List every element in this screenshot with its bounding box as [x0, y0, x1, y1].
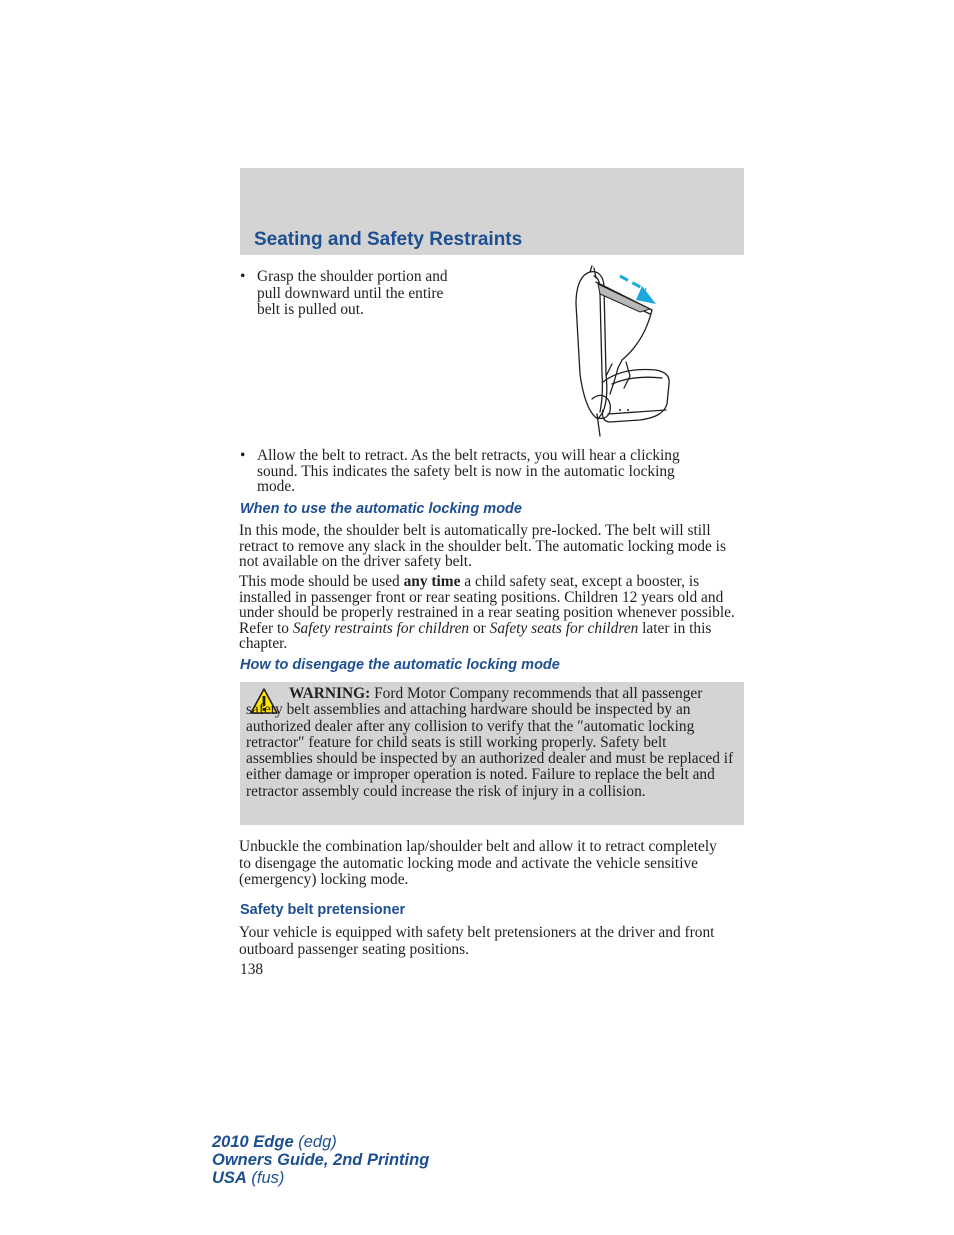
- footer-line-guide: Owners Guide, 2nd Printing: [212, 1151, 430, 1169]
- document-footer: [212, 1133, 429, 1187]
- text-run: This mode should be used: [239, 573, 404, 590]
- bullet-line: sound. This indicates the safety belt is now in the automatic locking: [257, 462, 675, 480]
- warning-box: [240, 682, 744, 825]
- bullet-line: mode.: [257, 478, 296, 495]
- reference-safety-seats-children: Safety seats for children: [489, 619, 639, 637]
- subheading-how-to-disengage: How to disengage the automatic locking mode: [240, 657, 560, 673]
- footer-model-code: (edg): [293, 1133, 337, 1151]
- bullet-line: belt is pulled out.: [257, 301, 364, 318]
- section-header-band: [240, 168, 744, 255]
- text-run: or: [469, 619, 490, 637]
- page-number: 138: [240, 961, 264, 978]
- footer-line-model: [212, 1133, 429, 1151]
- paragraph-when-to-use: [239, 574, 744, 652]
- footer-market: USA: [212, 1169, 247, 1187]
- bullet-marker: •: [240, 268, 246, 285]
- subheading-pretensioner: Safety belt pretensioner: [240, 902, 406, 918]
- section-title: Seating and Safety Restraints: [254, 229, 523, 250]
- warning-label: WARNING:: [289, 685, 371, 702]
- text-run: a child safety seat, except a booster, is installed in passenger front or rear seating positions. Children 12 years old and under should be properly restrained in a rear seating position whenever possible. Refer to: [239, 573, 735, 637]
- paragraph-auto-lock-description: In this mode, the shoulder belt is automatically pre-locked. The belt will still retract to remove any slack in the shoulder belt. The automatic locking mode is not available on the driver safety belt.: [239, 522, 726, 570]
- bullet-text: [257, 448, 747, 495]
- paragraph-pretensioner: Your vehicle is equipped with safety belt pretensioners at the driver and front outboard passenger seating positions.: [239, 924, 715, 958]
- bullet-text: [257, 269, 448, 318]
- bullet-marker: •: [240, 447, 246, 464]
- warning-body: Ford Motor Company recommends that all passenger safety belt assemblies and attaching hardware should be inspected by an authorized dealer after any collision to verify that the ″automatic locking retractor″ feature for child seats is still working properly. Safety belt assemblies should be inspected by an authorized dealer and must be replaced if either damage or improper operation is noted. Failure to replace the belt and retractor assembly could increase the risk of injury in a collision.: [246, 685, 734, 800]
- emphasis-any-time: any time: [403, 573, 461, 590]
- warning-text: [246, 686, 736, 800]
- subheading-when-to-use: When to use the automatic locking mode: [240, 501, 522, 517]
- footer-model: 2010 Edge: [212, 1133, 294, 1151]
- paragraph-disengage-instructions: Unbuckle the combination lap/shoulder belt and allow it to retract completely to disengage the automatic locking mode and activate the vehicle sensitive (emergency) locking mode.: [239, 838, 717, 888]
- text-run: later in this chapter.: [239, 619, 712, 652]
- seat-belt-illustration: [570, 264, 680, 439]
- bullet-line: pull downward until the entire: [257, 284, 444, 302]
- footer-market-code: (fus): [246, 1169, 285, 1187]
- footer-line-market: [212, 1169, 429, 1187]
- reference-safety-restraints-children: Safety restraints for children: [292, 619, 470, 637]
- bullet-line: Grasp the shoulder portion and: [257, 268, 448, 285]
- bullet-line: Allow the belt to retract. As the belt retracts, you will hear a clicking: [257, 447, 680, 464]
